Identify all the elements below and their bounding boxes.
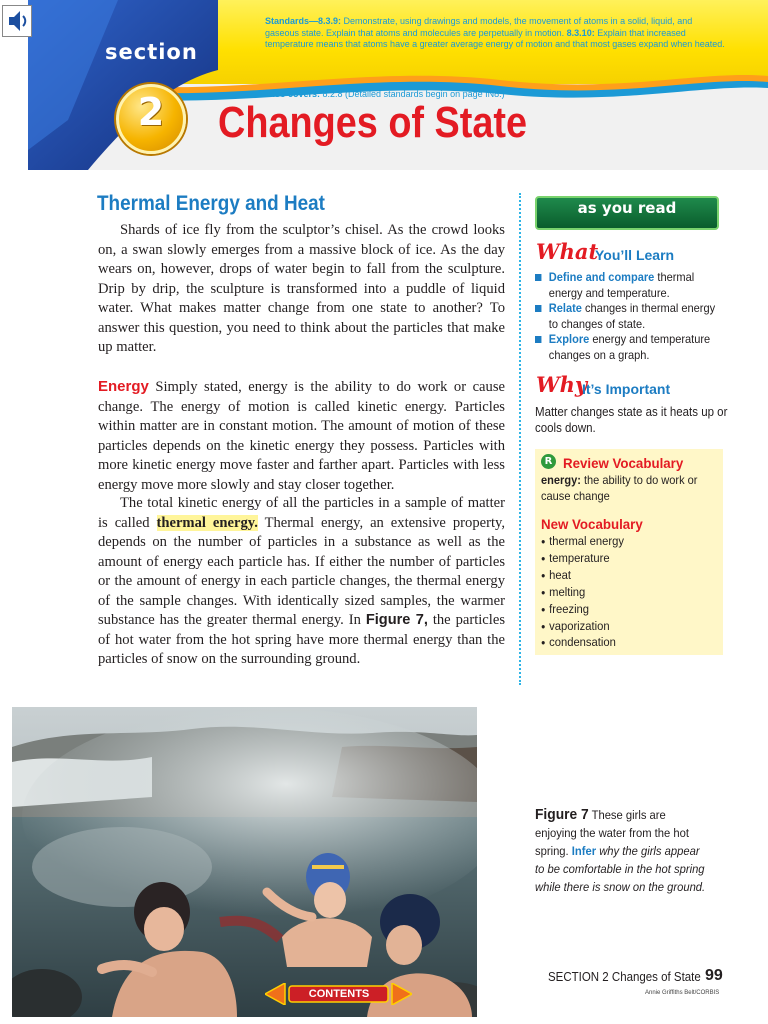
- thermal-text-a: The total kinetic energy of all the particles in a sample of matter is called: [98, 495, 505, 531]
- learn-item: [535, 332, 719, 363]
- vocab-term: ● heat: [541, 568, 624, 585]
- thermal-text-b: Thermal energy, an extensive property, depends on the number of particles in a substance as well as the amount of energy each particle has. If either the number of particles or the amount of energy in each particle changes, the thermal energy of the sample changes. With identically sized samples, the warmer substance has the greater thermal energy. In: [98, 514, 506, 628]
- bullet-square-icon: [535, 305, 541, 312]
- learn-verb: Define and compare: [548, 270, 655, 284]
- learn-verb: Explore: [548, 332, 590, 347]
- column-divider: [519, 193, 521, 685]
- learn-text: thermal energy and temperature.: [548, 270, 695, 300]
- learn-text: energy and temperature changes on a graph.: [548, 332, 711, 362]
- what-word: What: [536, 239, 599, 264]
- hot-spring-photo: [12, 707, 477, 1017]
- its-important-text: Matter changes state as it heats up or cools down.: [535, 405, 728, 435]
- section-number: 2: [137, 90, 165, 134]
- infer-text: why the girls appear to be comfortable in the hot spring while there is snow on the ground.: [535, 844, 706, 894]
- bullet-square-icon: [535, 274, 541, 281]
- standards-body-2: Explain that increased temperature means that atoms have a greater average energy of motion and that most gases expand when heated.: [265, 27, 725, 50]
- its-important-label: It’s Important: [582, 381, 671, 397]
- figure-caption: [535, 806, 710, 896]
- vocab-term: ● temperature: [541, 551, 624, 568]
- energy-keyword: Energy: [98, 378, 149, 395]
- learn-verb: Relate: [548, 301, 582, 316]
- learn-item: [535, 270, 719, 301]
- speaker-icon: [3, 6, 31, 36]
- page-number: 99: [705, 967, 723, 984]
- vocab-term: ● freezing: [541, 602, 624, 619]
- thermal-text-c: the particles of hot water from the hot spring have more thermal energy than the particles of snow on the surrounding ground.: [98, 612, 505, 667]
- vocab-term: ● condensation: [541, 635, 624, 652]
- thermal-energy-highlight: thermal energy.: [156, 514, 258, 531]
- photo-credit: Annie Griffiths Belt/CORBIS: [645, 990, 720, 996]
- standards-label-2: 8.3.10:: [566, 27, 595, 38]
- learn-text: changes in thermal energy to changes of state.: [548, 301, 716, 331]
- new-vocabulary-list: [541, 534, 624, 652]
- also-covers-text: 8.2.8 (Detailed standards begin on page IN8.): [320, 89, 505, 99]
- review-term: energy:: [541, 473, 581, 487]
- bullet-square-icon: [535, 336, 541, 343]
- standards-text: [265, 16, 727, 51]
- review-vocabulary-definition: [541, 473, 707, 504]
- section-heading: Thermal Energy and Heat: [97, 192, 325, 215]
- review-def: the ability to do work or cause change: [541, 473, 698, 503]
- review-vocabulary-title: Review Vocabulary: [563, 455, 684, 471]
- as-you-read-label: as you read: [577, 199, 677, 217]
- paragraph-thermal-energy: [98, 494, 505, 670]
- contents-button-label[interactable]: CONTENTS: [308, 988, 370, 1000]
- vocab-term: ● vaporization: [541, 619, 624, 636]
- review-vocabulary-icon: R: [541, 454, 556, 469]
- page-title: Changes of State: [218, 98, 528, 147]
- figure-reference[interactable]: Figure 7,: [365, 612, 428, 628]
- also-covers-label: Also covers:: [266, 89, 321, 99]
- learn-list: [535, 270, 719, 364]
- energy-text: Simply stated, energy is the ability to do work or cause change. The energy of motion is called kinetic energy. Particles within matter are in constant motion. The amount of motion of these particles depends on the kinetic energy they possess. Particles with more kinetic energy move faster and farther apart. Particles with less energy move more slowly and stay closer together.: [98, 379, 505, 493]
- infer-label: Infer: [571, 844, 597, 858]
- caption-text: These girls are enjoying the water from the hot spring.: [535, 808, 689, 858]
- vocab-term: ● melting: [541, 585, 624, 602]
- section-corner-graphic: [28, 0, 218, 170]
- paragraph-energy: [98, 377, 505, 495]
- vocab-term: ● thermal energy: [541, 534, 624, 551]
- footer-section-title: SECTION 2 Changes of State: [548, 970, 701, 984]
- section-label: section: [105, 40, 198, 64]
- standards-label: Standards—8.3.9:: [265, 16, 342, 26]
- figure-label: Figure 7: [535, 806, 589, 823]
- why-word: Why: [536, 372, 588, 397]
- learn-item: [535, 301, 719, 332]
- paragraph-intro: Shards of ice fly from the sculptor’s chisel. As the crowd looks on, a swan slowly emerges from a massive block of ice. As the day wears on, however, drops of water begin to fall from the sculpture. Drip by drip, the sculpture is transformed into a puddle of liquid water. What makes matter change from one state to another? To answer this question, you need to think about the particles that make up matter.: [98, 222, 505, 355]
- standards-body-1: Demonstrate, using drawings and models, the movement of atoms in a solid, liquid, and gaseous state. Explain that atoms and molecules are perpetually in motion.: [265, 16, 693, 38]
- audio-button[interactable]: [2, 5, 32, 37]
- new-vocabulary-title: New Vocabulary: [541, 516, 643, 532]
- youll-learn-label: You’ll Learn: [595, 247, 675, 263]
